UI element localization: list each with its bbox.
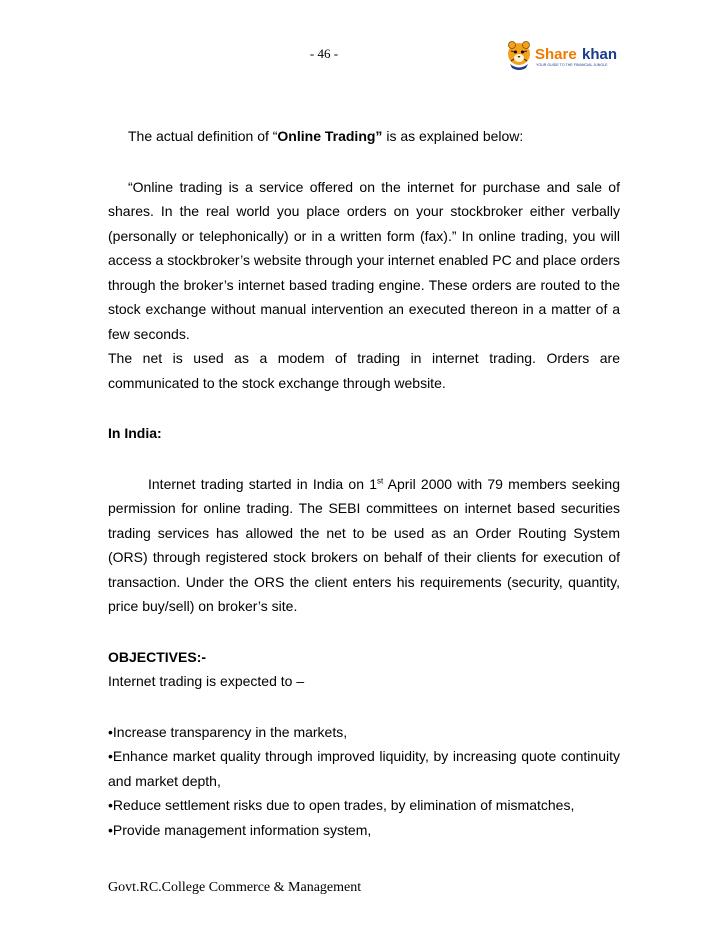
intro-line (108, 124, 620, 149)
objectives-intro: Internet trading is expected to – (108, 673, 305, 689)
india-paragraph-start: Internet trading started in India on 1 (148, 475, 377, 492)
logo-tagline: YOUR GUIDE TO THE FINANCIAL JUNGLE (536, 63, 608, 67)
india-paragraph (108, 472, 620, 619)
objective-item (108, 793, 620, 818)
objective-item (108, 720, 620, 745)
objectives-heading: OBJECTIVES:- (108, 648, 207, 665)
logo-khan-text: khan (582, 46, 618, 63)
bullet-icon: • (108, 821, 113, 838)
objective-text: Reduce settlement risks due to open trades, by elimination of mismatches, (112, 797, 575, 813)
india-heading: In India: (108, 425, 162, 441)
sharekhan-logo (506, 40, 620, 72)
objective-text: Provide management information system, (112, 821, 372, 838)
bullet-icon: • (108, 797, 113, 813)
objective-text: Enhance market quality through improved liquidity, by increasing quote continuity and market depth, (108, 748, 620, 789)
objective-item (108, 818, 620, 843)
bullet-icon: • (108, 748, 113, 764)
objective-item (108, 744, 620, 793)
logo-share-text: Share (535, 46, 577, 63)
intro-suffix: is as explained below: (382, 128, 524, 144)
definition-paragraph: “Online trading is a service offered on the internet for purchase and sale of shares. In the real world you place orders on your stockbroker either verbally (personally or telephonically) or in a written form (fax).” In online trading, you will access a stockbroker’s website through your internet enabled PC and place orders through the broker’s internet based trading engine. These orders are routed to the stock exchange without manual intervention an executed thereon in a matter of a few seconds. (108, 178, 620, 342)
intro-prefix: The actual definition of “ (128, 128, 278, 144)
page-number: - 46 - (309, 46, 339, 61)
page-content (108, 124, 620, 842)
india-paragraph-rest: April 2000 with 79 members seeking permission for online trading. The SEBI committees on internet based securities trading services has allowed the net to be used as an Order Routing System (ORS) through registered stock brokers on behalf of their clients for execution of transaction. Under the ORS the client enters his requirements (security, quantity, price buy/sell) on broker’s site. (108, 475, 620, 614)
net-paragraph: The net is used as a modem of trading in internet trading. Orders are communicated to the stock exchange through website. (108, 350, 620, 391)
ordinal-suffix: st (377, 475, 384, 485)
footer-text: Govt.RC.College Commerce & Management (108, 880, 362, 895)
intro-term: Online Trading” (277, 128, 383, 144)
bullet-icon: • (108, 723, 113, 740)
tiger-mascot-icon (508, 42, 530, 71)
objective-text: Increase transparency in the markets, (112, 723, 348, 740)
